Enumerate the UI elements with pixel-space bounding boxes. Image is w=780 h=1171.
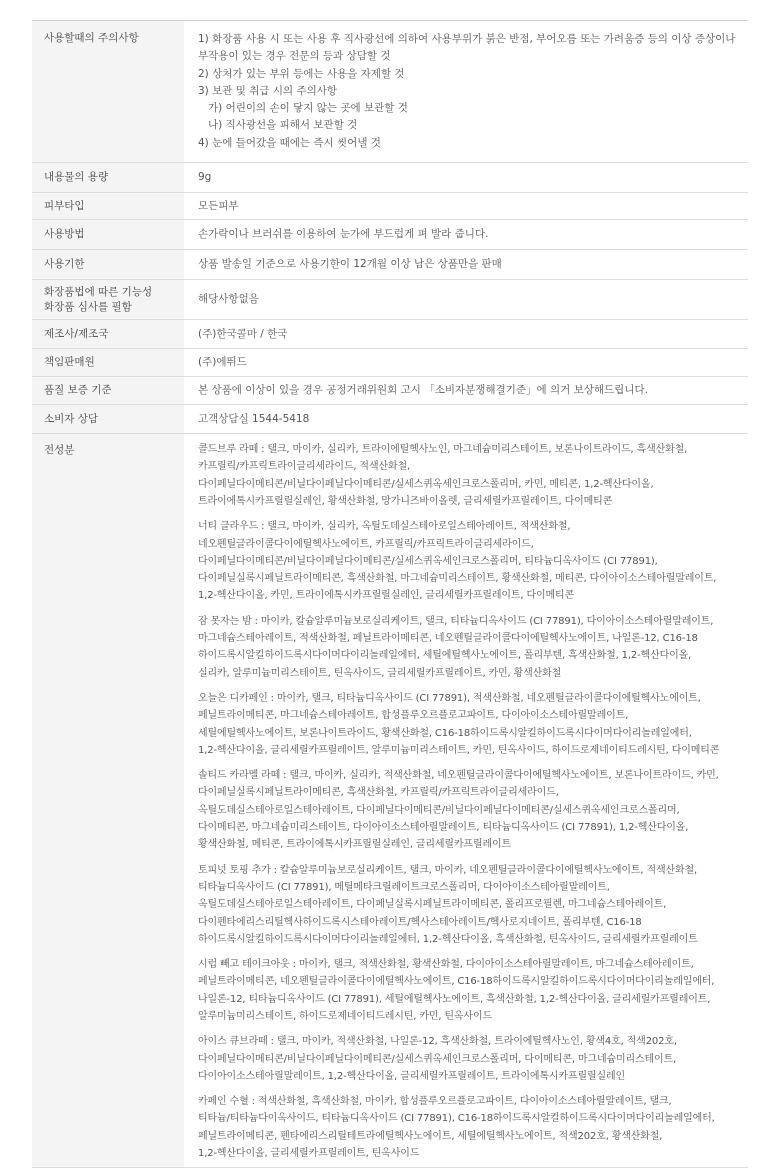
- ingredient-line: 티타늄/티타늄다이옥사이드, 티타늄디옥사이드 (CI 77891), C16-18하이드록시알킬하이드록시다이머다이리놀레일에터,: [198, 1113, 715, 1125]
- ingredient-line: 다이페닐다이메티콘/비닐다이페닐다이메티콘/실세스퀴옥세인크로스폴리머, 다이메티콘, 마그네슘미리스테이트,: [198, 1053, 677, 1065]
- ingredient-line: 토피넛 토핑 추가 : 칼슘알루미늄보로실리케이트, 탤크, 마이카, 네오펜틸글라이콜다이에틸헥사노에이트, 적색산화철,: [198, 864, 698, 876]
- caution-line: 2) 상처가 있는 부위 등에는 사용을 자제할 것: [198, 67, 405, 80]
- ingredient-line: 솔티드 카라멜 라떼 : 탤크, 마이카, 실리카, 적색산화철, 네오펜틸글라이콜다이에틸헥사노에이트, 보론나이트라이드, 카민,: [198, 770, 719, 782]
- row-usage: [32, 220, 748, 250]
- ingredient-line: 다이페닐실록시페닐트라이메티콘, 흑색산화철, 마그네슘미리스테이트, 황색산화철, 메티콘, 다이아이소스테아릴말레이트,: [198, 573, 717, 585]
- row-label: 책임판매원: [32, 349, 184, 377]
- row-ingredients: [32, 434, 748, 1168]
- ingredient-line: 황색산화철, 메티콘, 트라이에톡시카프릴릴실레인, 글리세릴카프릴레이트: [198, 839, 511, 851]
- row-value: 모든피부: [184, 193, 748, 220]
- product-info-table: [32, 20, 748, 1168]
- row-value: 해당사항없음: [184, 280, 748, 320]
- ingredient-line: 1,2-헥산다이올, 글리세릴카프릴레이트, 알루미늄미리스테이트, 카민, 틴옥사이드, 하이드로제네이티드레시틴, 다이메티콘: [198, 744, 720, 756]
- row-label: 사용할때의 주의사항: [32, 21, 184, 163]
- ingredient-line: 오늘은 디카페인 : 마이카, 탤크, 티타늄디옥사이드 (CI 77891), 적색산화철, 네오펜틸글라이콜다이에틸헥사노에이트,: [198, 692, 701, 704]
- row-expiry: [32, 250, 748, 280]
- ingredient-line: 트라이에톡시카프릴릴실레인, 황색산화철, 망가니즈바이올렛, 글리세릴카프릴레이트, 다이메티콘: [198, 495, 613, 507]
- ingredient-line: 티타늄디옥사이드 (CI 77891), 메틸메타크릴레이트크로스폴리머, 다이아이소스테아릴말레이트,: [198, 881, 610, 893]
- row-value: 상품 발송일 기준으로 사용기한이 12개월 이상 남은 상품만을 판매: [184, 250, 748, 280]
- ingredient-block: [198, 767, 740, 853]
- ingredient-line: 페닐트라이메티콘, 네오펜틸글라이콜다이에틸헥사노에이트, C16-18하이드록시알킬하이드록시다이머다이리놀레일에터,: [198, 976, 715, 988]
- ingredient-block: [198, 1033, 740, 1085]
- ingredient-line: 다이페닐다이메티콘/비닐다이페닐다이메티콘/실세스퀴옥세인크로스폴리머, 카민, 메티콘, 1,2-헥산다이올,: [198, 478, 654, 490]
- ingredient-line: 너티 클라우드 : 탤크, 마이카, 실리카, 옥틸도데실스테아로일스테아레이트, 적색산화철,: [198, 521, 571, 533]
- row-value: 손가락이나 브러쉬를 이용하여 눈가에 부드럽게 펴 발라 줍니다.: [184, 220, 748, 250]
- ingredient-line: 페닐트라이메티콘, 펜타에리스리틸테트라에틸헥사노에이트, 세틸에틸헥사노에이트, 적색202호, 황색산화철,: [198, 1130, 663, 1142]
- ingredient-line: 네오펜틸글라이콜다이에틸헥사노에이트, 카프릴릭/카프릭트라이글리세라이드,: [198, 538, 534, 550]
- ingredient-line: 카페인 수혈 : 적색산화철, 흑색산화철, 마이카, 합성플루오르플로고파이트, 다이아이소스테아릴말레이트, 탤크,: [198, 1096, 672, 1108]
- ingredient-line: 다이페닐다이메티콘/비닐다이페닐다이메티콘/실세스퀴옥세인크로스폴리머, 티타늄디옥사이드 (CI 77891),: [198, 555, 658, 567]
- row-label: 내용물의 용량: [32, 163, 184, 193]
- row-label: 전성분: [32, 434, 184, 1168]
- ingredient-line: 시럽 빼고 테이크아웃 : 마이카, 탤크, 적색산화철, 황색산화철, 다이아이소스테아릴말레이트, 마그네슘스테아레이트,: [198, 959, 694, 971]
- ingredient-line: 카프릴릭/카프릭트라이글리세라이드, 적색산화철,: [198, 461, 411, 473]
- ingredient-line: 나일론-12, 티타늄디옥사이드 (CI 77891), 세틸에틸헥사노에이트, 흑색산화철, 1,2-헥산다이올, 글리세릴카프릴레이트,: [198, 993, 711, 1005]
- ingredient-block: [198, 956, 740, 1025]
- caution-line: 나) 직사광선을 피해서 보관할 것: [198, 119, 358, 132]
- caution-line: 4) 눈에 들어갔을 때에는 즉시 씻어낼 것: [198, 136, 381, 149]
- ingredient-line: 옥틸도데실스테아로일스테아레이트, 다이페닐실록시페닐트라이메티콘, 폴리프로필렌, 마그네슘스테아레이트,: [198, 899, 667, 911]
- row-skin-type: [32, 193, 748, 220]
- ingredient-line: 다이펜타에리스리틸헥사하이드록시스테아레이트/헥사스테아레이트/헥사로지네이트, 폴리부텐, C16-18: [198, 916, 642, 928]
- ingredient-line: 콜드브루 라떼 : 탤크, 마이카, 실리카, 트라이에틸헥사노인, 마그네슘미리스테이트, 보론나이트라이드, 흑색산화철,: [198, 444, 688, 456]
- ingredient-line: 하이드록시알킬하이드록시다이머다이리놀레일에터, 1,2-헥산다이올, 흑색산화철, 틴옥사이드, 글리세릴카프릴레이트: [198, 933, 698, 945]
- row-manufacturer: [32, 320, 748, 349]
- ingredients-text: [184, 434, 748, 1168]
- row-quality: [32, 377, 748, 405]
- row-consumer: [32, 405, 748, 434]
- ingredient-line: 실리카, 알루미늄미리스테이트, 틴옥사이드, 글리세릴카프릴레이트, 카민, 황색산화철: [198, 667, 562, 679]
- ingredient-line: 알루미늄미리스테이트, 하이드로제네이티드레시틴, 카민, 틴옥사이드: [198, 1010, 492, 1022]
- ingredient-line: 다이페닐실록시페닐트라이메티콘, 흑색산화철, 카프릴릭/카프릭트라이글리세라이드,: [198, 787, 559, 799]
- caution-text: [184, 21, 748, 163]
- ingredient-block: [198, 518, 740, 604]
- ingredient-block: [198, 862, 740, 948]
- ingredient-line: 하이드록시알킬하이드록시다이머다이리놀레일에터, 세틸에틸헥사노에이트, 폴리부텐, 흑색산화철, 1,2-헥산다이올,: [198, 650, 692, 662]
- row-volume: [32, 163, 748, 193]
- row-label: 품질 보증 기준: [32, 377, 184, 405]
- row-label: 소비자 상담: [32, 405, 184, 434]
- ingredient-block: [198, 441, 740, 510]
- row-caution: [32, 21, 748, 163]
- caution-line: 3) 보관 및 취급 시의 주의사항: [198, 84, 338, 97]
- row-functional: [32, 280, 748, 320]
- row-value: 9g: [184, 163, 748, 193]
- row-value: (주)한국콜마 / 한국: [184, 320, 748, 349]
- ingredient-line: 세틸에틸헥사노에이트, 보론나이트라이드, 황색산화철, C16-18하이드록시알킬하이드록시다이머다이리놀레일에터,: [198, 727, 692, 739]
- row-value: (주)에뛰드: [184, 349, 748, 377]
- row-label-line: 화장품법에 따른 기능성: [44, 285, 153, 298]
- ingredient-block: [198, 1093, 740, 1162]
- ingredient-line: 잠 못자는 밤 : 마이카, 칼슘알루미늄보로실리케이트, 탤크, 티타늄디옥사이드 (CI 77891), 다이아이소스테아릴말레이트,: [198, 615, 714, 627]
- row-label: 사용기한: [32, 250, 184, 280]
- product-info-notice: [32, 20, 748, 1168]
- row-seller: [32, 349, 748, 377]
- row-value: 본 상품에 이상이 있을 경우 공정거래위원회 고시 「소비자분쟁해결기준」에 의거 보상해드립니다.: [184, 377, 748, 405]
- ingredient-line: 마그네슘스테아레이트, 적색산화철, 페닐트라이메티콘, 네오펜틸글라이콜다이에틸헥사노에이트, 나일론-12, C16-18: [198, 633, 698, 645]
- caution-line: 1) 화장품 사용 시 또는 사용 후 직사광선에 의하여 사용부위가 붉은 반점, 부어오름 또는 가려움증 등의 이상 증상이나: [198, 33, 736, 45]
- row-label: 피부타입: [32, 193, 184, 220]
- caution-line: 가) 어린이의 손이 닿지 않는 곳에 보관할 것: [198, 102, 408, 115]
- ingredient-block: [198, 613, 740, 682]
- ingredient-line: 다이메티콘, 마그네슘미리스테이트, 다이아이소스테아릴말레이트, 티타늄디옥사이드 (CI 77891), 1,2-헥산다이올,: [198, 822, 689, 834]
- row-label: [32, 280, 184, 320]
- row-label: 사용방법: [32, 220, 184, 250]
- ingredient-line: 옥틸도데실스테아로일스테아레이트, 다이페닐다이메티콘/비닐다이페닐다이메티콘/실세스퀴옥세인크로스폴리머,: [198, 804, 680, 816]
- ingredient-block: [198, 690, 740, 759]
- ingredient-line: 페닐트라이메티콘, 마그네슘스테아레이트, 합성플루오르플로고파이트, 다이아이소스테아릴말레이트,: [198, 710, 629, 722]
- caution-line: 부작용이 있는 경우 전문의 등과 상담할 것: [198, 50, 391, 63]
- row-value: 고객상담실 1544-5418: [184, 405, 748, 434]
- ingredient-line: 1,2-헥산다이올, 카민, 트라이에톡시카프릴릴실레인, 글리세릴카프릴레이트, 다이메티콘: [198, 590, 574, 602]
- row-label: 제조사/제조국: [32, 320, 184, 349]
- ingredient-line: 1,2-헥산다이올, 글리세릴카프릴레이트, 틴옥사이드: [198, 1148, 420, 1160]
- row-label-line: 화장품 심사를 필함: [44, 300, 132, 313]
- ingredient-line: 아이스 큐브라떼 : 탤크, 마이카, 적색산화철, 나일론-12, 흑색산화철, 트라이에틸헥사노인, 황색4호, 적색202호,: [198, 1036, 677, 1048]
- ingredient-line: 다이아이소스테아릴말레이트, 1,2-헥산다이올, 글리세릴카프릴레이트, 트라이에톡시카프릴릴실레인: [198, 1070, 625, 1082]
